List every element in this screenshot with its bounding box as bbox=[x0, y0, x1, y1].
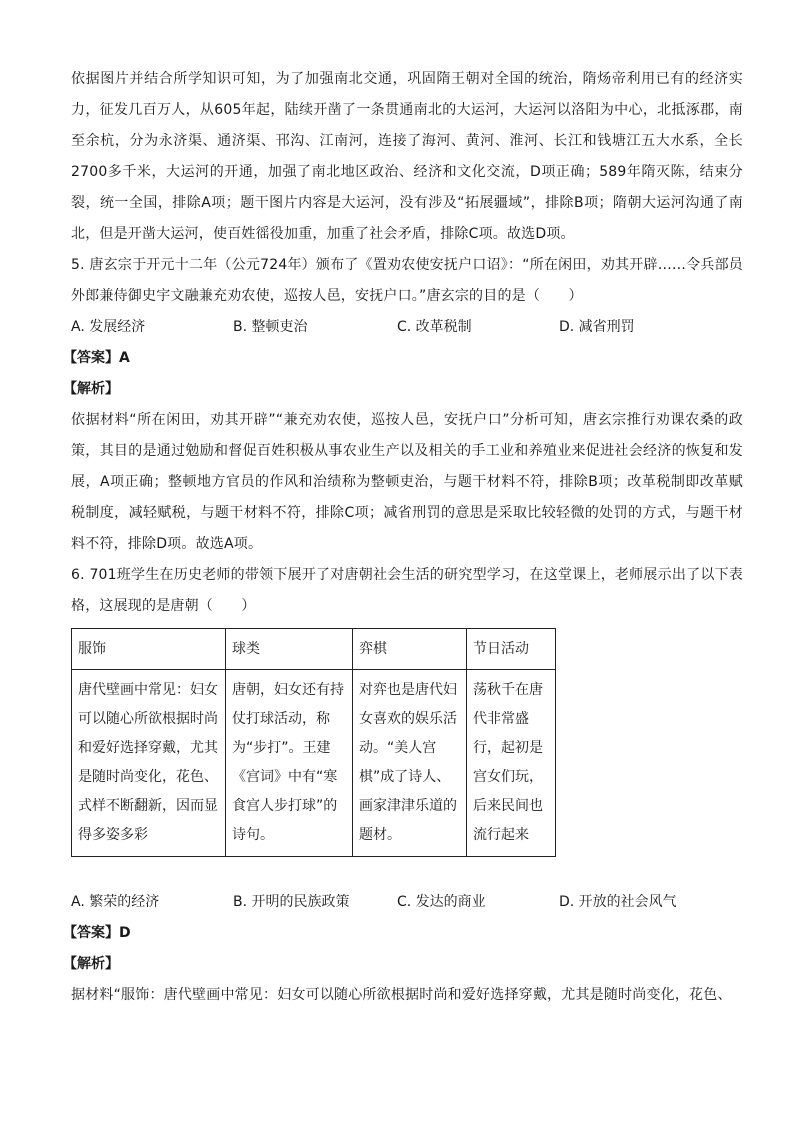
question-5-stem: 5. 唐玄宗于开元十二年（公元724年）颁布了《置劝农使安抚户口诏》：“所在闲田，劝其开辟……令兵部员外郎兼侍御史宇文融兼充劝农使，巡按人邑，安抚户口。”唐玄宗的目的是（ ） bbox=[71, 257, 743, 304]
q5-option-a: A. 发展经济 bbox=[71, 319, 146, 335]
q5-option-d: D. 减省刑罚 bbox=[559, 319, 635, 335]
header-clothing: 服饰 bbox=[72, 629, 226, 670]
q6-option-b: B. 开明的民族政策 bbox=[233, 894, 350, 910]
cell-ball-games: 唐朝，妇女还有持仗打球活动，称为“步打”。王建《宫词》中有“寒食宫人步打球”的诗句。 bbox=[226, 670, 353, 857]
cell-festival: 荡秋千在唐代非常盛行，起初是宫女们玩，后来民间也流行起来 bbox=[467, 670, 556, 857]
cell-chess: 对弈也是唐代妇女喜欢的娱乐活动。“美人宫棋”成了诗人、画家津津乐道的题材。 bbox=[353, 670, 467, 857]
document-page bbox=[63, 64, 743, 1011]
q5-analysis-tag: 【解析】 bbox=[63, 381, 119, 397]
question-6-stem: 6. 701班学生在历史老师的带领下展开了对唐朝社会生活的研究型学习，在这堂课上，老师展示出了以下表格，这展现的是唐朝（ ） bbox=[71, 567, 743, 614]
header-chess: 弈棋 bbox=[353, 629, 467, 670]
cell-clothing: 唐代壁画中常见：妇女可以随心所欲根据时尚和爱好选择穿戴，尤其是随时尚变化，花色、式样不断翻新，因而显得多姿多彩 bbox=[72, 670, 226, 857]
header-festival: 节日活动 bbox=[467, 629, 556, 670]
q6-option-d: D. 开放的社会风气 bbox=[559, 894, 677, 910]
table-row bbox=[72, 670, 556, 857]
q5-analysis-paragraph: 依据材料“所在闲田，劝其开辟”“兼充劝农使，巡按人邑，安抚户口”分析可知，唐玄宗推行劝课农桑的政策，其目的是通过勉励和督促百姓积极从事农业生产以及相关的手工业和养殖业来促进社会经济的恢复和发展，A项正确；整顿地方官员的作风和治绩称为整顿吏治，与题干材料不符，排除B项；改革税制即改革赋税制度，减轻赋税，与题干材料不符，排除C项；减省刑罚的意思是采取比较轻微的处罚的方式，与题干材料不符，排除D项。故选A项。 bbox=[71, 412, 743, 552]
intro-analysis-paragraph: 依据图片并结合所学知识可知，为了加强南北交通，巩固隋王朝对全国的统治，隋炀帝利用已有的经济实力，征发几百万人，从605年起，陆续开凿了一条贯通南北的大运河，大运河以洛阳为中心，北抵涿郡，南至余杭，分为永济渠、通济渠、邗沟、江南河，连接了海河、黄河、淮河、长江和钱塘江五大水系，全长2700多千米，大运河的开通，加强了南北地区政治、经济和文化交流，D项正确；589年隋灭陈，结束分裂，统一全国，排除A项；题干图片内容是大运河，没有涉及“拓展疆域”，排除B项；隋朝大运河沟通了南北，但是开凿大运河，使百姓徭役加重，加重了社会矛盾，排除C项。故选D项。 bbox=[71, 71, 743, 242]
table-header-row bbox=[72, 629, 556, 670]
q6-option-a: A. 繁荣的经济 bbox=[71, 894, 160, 910]
question-5-options bbox=[71, 312, 743, 343]
q5-option-c: C. 改革税制 bbox=[397, 319, 472, 335]
q5-answer-tag: 【答案】A bbox=[63, 350, 130, 366]
q6-answer-tag: 【答案】D bbox=[63, 925, 131, 941]
tang-social-life-table bbox=[71, 628, 556, 857]
q6-analysis-paragraph: 据材料“服饰：唐代壁画中常见：妇女可以随心所欲根据时尚和爱好选择穿戴，尤其是随时尚变化，花色、 bbox=[71, 987, 732, 1003]
q6-analysis-tag: 【解析】 bbox=[63, 956, 119, 972]
header-ball-games: 球类 bbox=[226, 629, 353, 670]
question-6-options bbox=[71, 887, 743, 918]
q6-option-c: C. 发达的商业 bbox=[397, 894, 486, 910]
q5-option-b: B. 整顿吏治 bbox=[233, 319, 308, 335]
